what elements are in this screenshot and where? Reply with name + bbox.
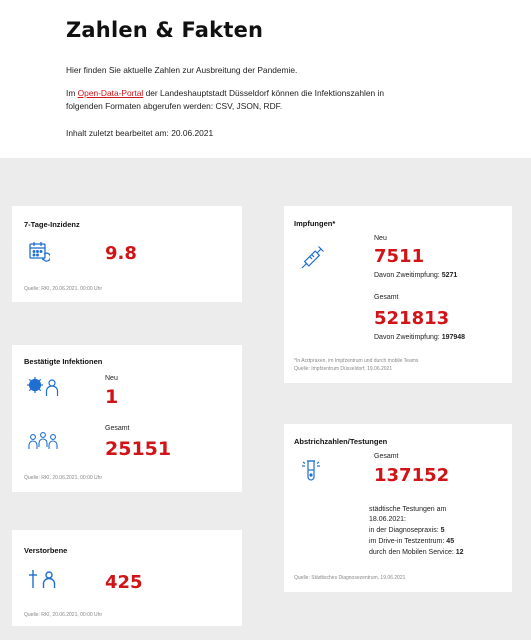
vaccinations-total-second-value: 197948 [441,334,466,341]
vaccinations-total-second [374,334,465,341]
vaccinations-total-label: Gesamt [374,294,399,301]
page-header [0,0,531,158]
infections-new-label: Neu [105,375,118,382]
vaccinations-new-value: 7511 [374,246,425,267]
tests-drive-in-label: im Drive-in Testzentrum: [369,538,445,545]
tests-source: Quelle: Städtisches Diagnosezentrum, 19.06.2021 [294,575,406,581]
intro-open-data [66,87,466,112]
intro-formats: folgenden Formaten abgerufen werden: CSV, JSON, RDF. [66,100,283,111]
infections-source: Quelle: RKI, 20.06.2021, 00:00 Uhr [24,475,103,481]
incidence-value: 9.8 [105,243,137,264]
calendar-icon [28,240,50,262]
tests-mobile-value: 12 [455,549,464,556]
incidence-title: 7-Tage-Inzidenz [24,220,80,229]
tests-diagnosepraxis [369,527,445,534]
infections-card [12,345,242,492]
deaths-title: Verstorbene [24,546,68,555]
intro-middle: der Landeshauptstadt Düsseldorf können die Infektionszahlen in [143,88,384,98]
tests-drive-in-value: 45 [446,538,455,545]
vaccinations-new-label: Neu [374,235,387,242]
deaths-value: 425 [105,572,143,593]
group-icon [28,431,58,451]
tests-total-label: Gesamt [374,453,399,460]
vaccinations-footnote: *In Arztpraxen, im Impfzentrum und durch mobile Teams [294,358,419,364]
tests-total-value: 137152 [374,465,450,486]
tests-mobile-label: durch den Mobilen Service: [369,549,454,556]
tests-city-line1: städtische Testungen am [369,506,447,513]
test-tube-icon [300,458,322,484]
vaccinations-title: Impfungen* [294,219,336,228]
infections-new-value: 1 [105,386,119,408]
deaths-card [12,530,242,626]
vaccinations-total-second-label: Davon Zweitimpfung: [374,334,440,341]
last-edited: Inhalt zuletzt bearbeitet am: 20.06.2021 [66,128,214,138]
tests-mobile [369,549,464,556]
cross-person-icon [28,568,58,590]
intro-prefix: Im [66,88,78,98]
vaccinations-total-value: 521813 [374,308,450,329]
tests-diagnosepraxis-value: 5 [440,527,445,534]
incidence-source: Quelle: RKI, 20.06.2021, 00:00 Uhr [24,286,103,292]
vaccinations-source: Quelle: Impfzentrum Düsseldorf, 19.06.2021 [294,366,393,372]
open-data-portal-link[interactable]: Open-Data-Portal [77,88,144,98]
infections-total-label: Gesamt [105,425,130,432]
intro-text: Hier finden Sie aktuelle Zahlen zur Ausbreitung der Pandemie. [66,65,298,75]
vaccinations-new-second-value: 5271 [441,272,458,279]
virus-person-icon [26,375,60,397]
incidence-card [12,206,242,302]
syringe-icon [300,244,326,270]
tests-drive-in [369,538,454,545]
vaccinations-card [284,206,512,383]
vaccinations-new-second [374,272,457,279]
tests-card [284,424,512,592]
vaccinations-new-second-label: Davon Zweitimpfung: [374,272,440,279]
page-title: Zahlen & Fakten [66,18,264,42]
tests-city-date: 18.06.2021: [369,516,406,523]
infections-title: Bestätigte Infektionen [24,357,103,366]
infections-total-value: 25151 [105,438,172,460]
deaths-source: Quelle: RKI, 20.06.2021, 00:00 Uhr [24,612,103,618]
tests-title: Abstrichzahlen/Testungen [294,437,388,446]
tests-diagnosepraxis-label: in der Diagnosepraxis: [369,527,439,534]
